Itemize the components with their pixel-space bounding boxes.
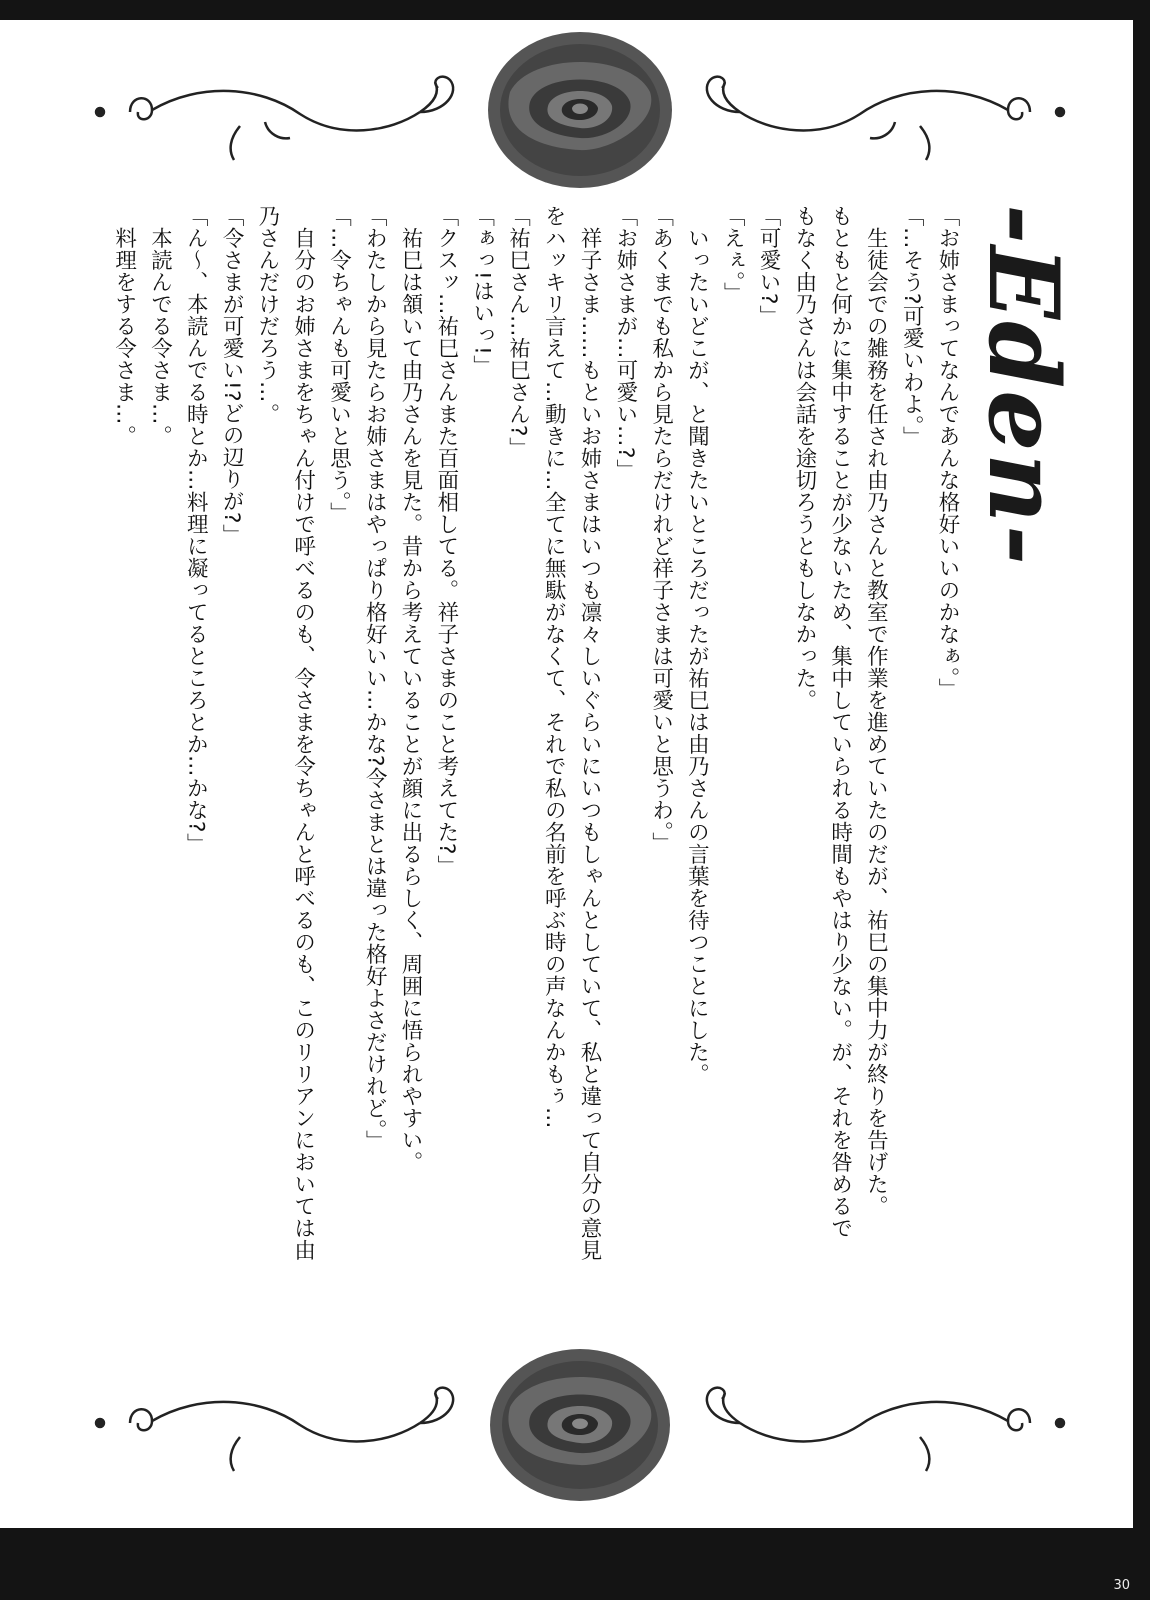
text-line: 乃さんだけだろう…。 bbox=[254, 205, 280, 425]
story-body bbox=[105, 205, 965, 1345]
text-line: 自分のお姉さまをちゃん付けで呼べるのも、令さまを令ちゃんと呼べるのも、このリリアンにおいては由 bbox=[290, 205, 316, 1261]
text-line: 「あくまでも私から見たらだけれど祥子さまは可愛いと思うわ。」 bbox=[648, 205, 674, 855]
text-line: 祥子さま……もといお姉さまはいつも凛々しいぐらいにいつもしゃんとしていて、私と違って自分の意見 bbox=[577, 205, 603, 1261]
text-line: 「お姉さまが…可愛い…?」 bbox=[612, 205, 638, 481]
scroll-flourish-left-icon bbox=[96, 77, 453, 160]
text-line: をハッキリ言えて…動きに…全てに無駄がなくて、それで私の名前を呼ぶ時の声なんかもぅ… bbox=[541, 205, 567, 1129]
rose-ornament-top bbox=[90, 22, 1070, 192]
text-line: 「…そう?可愛いわよ。」 bbox=[899, 205, 925, 449]
text-line: 「…令ちゃんも可愛いと思う。」 bbox=[326, 205, 352, 525]
story-title bbox=[968, 195, 1078, 575]
text-line: もなく由乃さんは会話を途切ろうともしなかった。 bbox=[791, 205, 817, 711]
text-line: いったいどこが、と聞きたいところだったが祐巳は由乃さんの言葉を待つことにした。 bbox=[684, 205, 710, 1085]
scan-border-top bbox=[0, 0, 1150, 20]
scroll-flourish-right-icon bbox=[707, 1388, 1064, 1471]
text-line: 「可愛い?」 bbox=[756, 205, 782, 327]
text-line: 祐巳は頷いて由乃さんを見た。昔から考えていることが顔に出るらしく、周囲に悟られやすい。 bbox=[398, 205, 424, 1173]
text-line: 「えぇ。」 bbox=[720, 205, 746, 305]
story-title-text: -Eden- bbox=[966, 203, 1080, 567]
scroll-flourish-left-icon bbox=[96, 1388, 453, 1471]
rose-icon bbox=[488, 32, 672, 188]
rose-ornament-bottom bbox=[90, 1345, 1070, 1515]
text-line: 料理をする令さま…。 bbox=[111, 205, 137, 447]
text-line: もともと何かに集中することが少ないため、集中していられる時間もやはり少ない。が、それを咎めるで bbox=[827, 205, 853, 1239]
scan-border-right bbox=[1133, 0, 1150, 1600]
page-number: 30 bbox=[1113, 1578, 1130, 1593]
text-line: 「令さまが可愛い!?どの辺りが?」 bbox=[219, 205, 245, 546]
scroll-flourish-right-icon bbox=[707, 77, 1064, 160]
text-line: 「お姉さまってなんであんな格好いいのかなぁ。」 bbox=[935, 205, 960, 701]
scan-border-bottom bbox=[0, 1528, 1150, 1600]
text-line: 「ぁっ!はいっ!」 bbox=[469, 205, 495, 378]
text-line: 生徒会での雑務を任され由乃さんと教室で作業を進めていたのだが、祐巳の集中力が終りを告げた。 bbox=[863, 205, 889, 1217]
text-line: 「クスッ…祐巳さんまた百面相してる。祥子さまのこと考えてた?」 bbox=[433, 205, 459, 877]
text-line: 本読んでる令さま…。 bbox=[147, 205, 173, 447]
text-line: 「ん〜、本読んでる時とか…料理に凝ってるところとか…かな?」 bbox=[183, 205, 209, 855]
rose-icon bbox=[490, 1349, 670, 1501]
text-line: 「わたしから見たらお姉さまはやっぱり格好いい…かな?令さまとは違った格好よさだけれど。」 bbox=[362, 205, 388, 1153]
text-line: 「祐巳さん…祐巳さん?」 bbox=[505, 205, 531, 459]
